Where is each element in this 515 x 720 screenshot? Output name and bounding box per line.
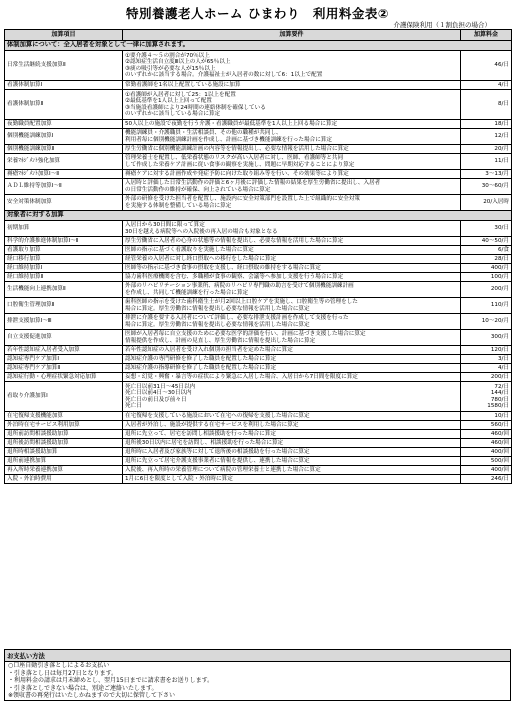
requirement-line: のいずれかに該当している場合に算定 (125, 110, 221, 117)
row-requirement (123, 170, 461, 179)
table-row (5, 330, 512, 346)
fee-line: 144/日 (490, 390, 509, 397)
row-item-name: 個別機能訓練加算Ⅱ (5, 145, 123, 154)
table-row (5, 154, 512, 170)
row-fee: 46/日 (461, 51, 512, 81)
row-item-name: 経口維持加算Ⅱ (5, 273, 123, 282)
payment-box (4, 649, 511, 701)
row-fee: 3/日 (461, 355, 512, 364)
table-row (5, 364, 512, 373)
row-fee: 400/回 (461, 448, 512, 457)
requirement-line: ①要介護４～５の割合が70％以上 (125, 53, 210, 60)
row-requirement (123, 246, 461, 255)
table-row (5, 457, 512, 466)
row-requirement (123, 382, 461, 412)
row-fee: 28/日 (461, 255, 512, 264)
header-fee: 加算料金 (461, 30, 512, 41)
row-fee: 400/月 (461, 264, 512, 273)
fee-line: 72/日 (494, 384, 509, 391)
requirement-line: 外部のリハビリテーション事業所、病院のリハビリ専門職の助言を受けて個別機能訓練計画 (125, 283, 354, 290)
requirement-line: して作成した栄養ケア計画に従い食事の観察を実施し、問題に早期対応することにより算定 (125, 161, 355, 168)
header-requirement: 加算要件 (123, 30, 461, 41)
row-item-name: 自立支援促進加算 (5, 330, 123, 346)
table-row (5, 237, 512, 246)
row-fee: 12/日 (461, 129, 512, 145)
row-item-name: 経口維持加算Ⅰ (5, 264, 123, 273)
row-fee: 460/回 (461, 430, 512, 439)
row-requirement (123, 466, 461, 475)
requirement-line: 厚生労働省に入居者の心身の状態等の情報を提出し、必要な情報を活用した場合に算定 (125, 237, 344, 244)
row-item-name: 科学的介護推進体制加算Ⅰ～Ⅱ (5, 237, 123, 246)
row-fee: 500/回 (461, 457, 512, 466)
row-fee: 100/月 (461, 273, 512, 282)
row-requirement (123, 264, 461, 273)
row-item-name: 夜勤職員配置加算 (5, 120, 123, 129)
table-row (5, 90, 512, 120)
payment-line: ・引き落とし日は毎月27日となります。 (8, 669, 118, 677)
requirement-line: ③当施設看護師により24時間の連絡体制を確保している (125, 104, 266, 111)
fee-table (4, 29, 512, 484)
row-requirement (123, 154, 461, 170)
row-requirement (123, 90, 461, 120)
row-fee: 10/日 (461, 412, 512, 421)
section-heading: 体制加算について：全入居者を対象として一律に加算されます。 (5, 41, 512, 51)
requirement-line: の日常生活動作の維持が確保、向上されている場合に算定 (125, 186, 271, 193)
row-fee: 400/回 (461, 466, 512, 475)
row-fee: 11/日 (461, 154, 512, 170)
row-fee: 4/日 (461, 81, 512, 90)
fee-table-body (5, 41, 512, 484)
section-heading-row (5, 211, 512, 221)
payment-heading: お支払い方法 (5, 650, 510, 662)
row-requirement (123, 314, 461, 330)
requirement-line: 退所に先立って、居宅を訪問し相談援助を行った場合に算定 (125, 430, 276, 437)
row-item-name: 栄養ﾏﾈｼﾞﾒﾝﾄ強化加算 (5, 154, 123, 170)
payment-line: ・引き落としできない場合は、別途ご連絡いたします。 (8, 684, 158, 692)
table-row (5, 195, 512, 211)
table-row (5, 298, 512, 314)
table-row (5, 475, 512, 484)
table-row (5, 314, 512, 330)
row-item-name: 生活機能向上連携加算Ⅱ (5, 282, 123, 298)
requirement-line: ①看護師が入居者に対して25：1以上を配置 (125, 92, 236, 99)
row-requirement (123, 421, 461, 430)
row-requirement (123, 221, 461, 237)
row-fee: 4/日 (461, 364, 512, 373)
row-item-name: 認知症専門ケア加算Ⅱ (5, 364, 123, 373)
row-item-name: 日常生活継続支援加算Ⅱ (5, 51, 123, 81)
table-row (5, 382, 512, 412)
requirement-line: 入院後、再入所時の栄養管理について病院の管理栄養士と連携した場合に算定 (125, 466, 321, 473)
payment-line: ・利用料金の請求は月末締めとし、翌月15日までに請求書をお送りします。 (8, 677, 214, 684)
row-item-name: 外泊時在宅サービス利用加算 (5, 421, 123, 430)
row-requirement (123, 298, 461, 314)
payment-line: ※領収書の再発行はいたしかねますので大切に保管して下さい (8, 692, 176, 699)
requirement-line: 入居時と評価した日常生活動作の評価と6ヶ月後に評価した情報の結果を厚生労働省に提出し、入居者 (125, 180, 381, 187)
requirement-line: 50人以上の施設で夜勤を行う介護・看護職員が最低基準を1人以上上回る場合に算定 (125, 120, 338, 127)
row-fee: 120/日 (461, 346, 512, 355)
row-requirement (123, 273, 461, 282)
fee-line: 246/日 (490, 475, 509, 482)
requirement-line: 情報提供を作成し、計画の見直し、厚生労働省に情報を提出した場合に算定 (125, 337, 316, 344)
requirement-line: 在宅復帰を支援している施設において在宅への復帰を支援した場合に算定 (125, 412, 310, 419)
row-requirement (123, 129, 461, 145)
table-row (5, 346, 512, 355)
row-fee: 20/入居時 (461, 195, 512, 211)
fee-line: 780/日 (490, 396, 509, 403)
table-row (5, 355, 512, 364)
requirement-line: 認知症介護の指導研修を修了した職員を配置した場合に算定 (125, 364, 277, 371)
row-requirement (123, 81, 461, 90)
requirement-line: 退所後30日以内に居宅を訪問し、相談援助を行った場合に算定 (125, 439, 284, 446)
requirement-line: 場合に算定。厚生労働省に情報を提出し必要な情報を活用した場合に算定 (125, 321, 310, 328)
requirement-line: 入居者が外泊し、施設が提供する在宅サービスを利用した場合に算定 (125, 421, 299, 428)
payment-lines (5, 662, 510, 700)
table-row (5, 466, 512, 475)
requirement-line: 排泄に介護を要する入居者について評価し、必要な排泄支援計画を作成して支援を行った (125, 315, 349, 322)
row-fee: 6/食 (461, 246, 512, 255)
table-row (5, 129, 512, 145)
requirement-line: 管理栄養士を配置し、低栄養状態のリスクが高い入居者に対し、医師、看護師等と共同 (125, 155, 344, 162)
requirement-line: を作成し、共同して機能訓練を行った場合に算定 (125, 289, 249, 296)
requirement-line: 妄想・幻覚・興奮・暴言等の症状により緊急に入居した場合、入居日から7日間を限度に算定 (125, 373, 358, 380)
row-item-name: 経口移行加算 (5, 255, 123, 264)
requirement-line: 1月に6日を限度として入院・外泊時に算定 (125, 475, 233, 482)
header-item: 加算項目 (5, 30, 123, 41)
requirement-line: 厚生労働省に個別機能訓練計画の内容等を情報提出し、必要な情報を活用した場合に算定 (125, 145, 349, 152)
row-item-name: 認知症行動・心理症状緊急対応加算 (5, 373, 123, 382)
requirement-line: 医師等の指示に基づき食事の摂取を支援し、経口摂取の維持をする場合に算定 (125, 264, 321, 271)
table-row (5, 120, 512, 129)
requirement-line: 医師の指示に基づく看護取りを実施した場合に算定 (125, 246, 254, 253)
table-row (5, 373, 512, 382)
row-requirement (123, 282, 461, 298)
row-requirement (123, 364, 461, 373)
row-item-name: 個別機能訓練加算Ⅰ (5, 129, 123, 145)
table-row (5, 421, 512, 430)
requirement-line: のいずれかに該当する場合。介護福祉士が入居者の数に対して6：1以上で配置 (125, 71, 323, 78)
row-fee: 10～20/月 (461, 314, 512, 330)
row-requirement (123, 373, 461, 382)
row-requirement (123, 475, 461, 484)
requirement-line: 場合に算定。厚生労働省に情報を提出し必要な情報を活用した場合に算定 (125, 305, 310, 312)
requirement-line: 退所に先立って居宅介護支援事業者に情報を提供し、連携した場合に算定 (125, 457, 310, 464)
requirement-line: 経管栄養の入居者に対し経口摂取への移行をした場合に算定 (125, 255, 277, 262)
requirement-line: 機能訓練員・介護職員・生活相談員、その他の職種が共同し、 (125, 130, 282, 137)
requirement-line: 歯科医師の指示を受けた歯科衛生士が月2回以上口腔ケアを実施し、口腔衛生等の管理をした (125, 299, 358, 306)
section-heading-row (5, 41, 512, 51)
row-item-name: 看護体制加算Ⅰ (5, 81, 123, 90)
table-row (5, 282, 512, 298)
row-requirement (123, 430, 461, 439)
requirement-line: 常勤看護師を1名以上配置している施設に加算 (125, 81, 241, 88)
row-fee: 110/月 (461, 298, 512, 314)
row-fee (461, 382, 512, 412)
table-row (5, 81, 512, 90)
row-requirement (123, 439, 461, 448)
row-item-name: 看護取り加算 (5, 246, 123, 255)
row-item-name: 退所時相談援助加算 (5, 448, 123, 457)
requirement-line: 死亡日の前日及び前々日 (125, 396, 187, 403)
row-fee: 460/回 (461, 439, 512, 448)
requirement-line: 若年性認知症の入居者を受け入れ個別の担当者を定めた場合に算定 (125, 346, 293, 353)
row-requirement (123, 346, 461, 355)
table-row (5, 179, 512, 195)
requirement-line: 外部の研修を受けた担当者を配置し、施設内に安全対策部門を設置した上で組織的に安全対策 (125, 196, 360, 203)
page-subtitle: 介護保険利用（１割負担の場合） (393, 21, 491, 29)
row-requirement (123, 145, 461, 154)
requirement-line: 認知症介護の専門研修を修了した職員を配置した場合に算定 (125, 355, 277, 362)
requirement-line: ②最低基準を1人以上上回って配置 (125, 98, 212, 105)
row-requirement (123, 448, 461, 457)
row-fee: 40～50/月 (461, 237, 512, 246)
requirement-line: 退所時に入居者及び家族等に対して退所後の相談援助を行った場合に算定 (125, 448, 310, 455)
row-requirement (123, 355, 461, 364)
row-fee: 8/日 (461, 90, 512, 120)
row-item-name: 退所後訪問相談援助加算 (5, 439, 123, 448)
requirement-line: 30日を越える病院等への入院後の再入居の場合も対象となる (125, 228, 278, 235)
row-requirement (123, 179, 461, 195)
table-row (5, 264, 512, 273)
table-row (5, 170, 512, 179)
requirement-line: 入居日から30日間に限って算定 (125, 222, 205, 229)
row-requirement (123, 330, 461, 346)
row-item-name: 口腔衛生管理加算Ⅱ (5, 298, 123, 314)
table-row (5, 51, 512, 81)
row-fee: 30～60/月 (461, 179, 512, 195)
row-fee: 20/月 (461, 145, 512, 154)
row-fee: 300/月 (461, 330, 512, 346)
page-title: 特別養護老人ホーム ひまわり 利用料金表② (126, 6, 389, 21)
requirement-line: ③痰の吸引等が必要な人が15％以上 (125, 65, 216, 72)
row-requirement (123, 457, 461, 466)
requirement-line: 医師が入居者毎に自立支援のために必要な医学的評価を行い、計画に基づき支援した場合に算定 (125, 331, 366, 338)
row-requirement (123, 195, 461, 211)
table-row (5, 273, 512, 282)
row-item-name: 退所前連携加算 (5, 457, 123, 466)
table-row (5, 246, 512, 255)
requirement-line: 利用者毎に個別機能訓練計画を作成し、計画に基づき機能訓練を行った場合に算定 (125, 136, 332, 143)
requirement-line: 死亡日以前4日～30日以内 (125, 390, 192, 397)
requirement-line: ②認知症生活自立度Ⅲ以上の人が65％以上 (125, 59, 231, 66)
requirement-line: 死亡日 (125, 402, 142, 409)
row-item-name: 再入所時栄養連携加算 (5, 466, 123, 475)
row-item-name: 看取り介護加算Ⅰ (5, 382, 123, 412)
row-item-name: 入院・外泊時費用 (5, 475, 123, 484)
row-item-name: 退所前訪問相談援助加算 (5, 430, 123, 439)
row-fee: 200/日 (461, 373, 512, 382)
row-requirement (123, 412, 461, 421)
table-row (5, 221, 512, 237)
row-fee: 200/月 (461, 282, 512, 298)
row-item-name: 初期加算 (5, 221, 123, 237)
table-row (5, 448, 512, 457)
row-requirement (123, 51, 461, 81)
row-fee: 560/日 (461, 421, 512, 430)
payment-line: ○口座自動引き落としによるお支払い (8, 662, 110, 669)
row-fee (461, 475, 512, 484)
requirement-line: 協力歯科医療機関を含む、多職種が食事の観察、会議等へ参加し支援を行う場合に算定 (125, 273, 344, 280)
requirement-line: 死亡日以前31日～45日以内 (125, 384, 196, 391)
requirement-line: 褥瘡ケアに対する計画作成や発症予防に向けた取り組み等を行い、その効果等により算定 (125, 170, 349, 177)
row-item-name: 認知症専門ケア加算Ⅰ (5, 355, 123, 364)
row-fee: 30/日 (461, 221, 512, 237)
row-item-name: 排泄支援加算Ⅰ～Ⅲ (5, 314, 123, 330)
row-item-name: 安全対策体制加算 (5, 195, 123, 211)
table-row (5, 412, 512, 421)
row-requirement (123, 255, 461, 264)
table-row (5, 145, 512, 154)
row-item-name: 褥瘡ﾏﾈｼﾞﾒﾝﾄ加算Ⅰ～Ⅱ (5, 170, 123, 179)
row-requirement (123, 120, 461, 129)
row-requirement (123, 237, 461, 246)
table-row (5, 255, 512, 264)
row-item-name: 看護体制加算Ⅱ (5, 90, 123, 120)
row-item-name: 若年性認知症入居者受入加算 (5, 346, 123, 355)
table-row (5, 430, 512, 439)
fee-line: 1580/日 (487, 402, 509, 409)
row-item-name: ＡＤＬ維持等加算Ⅰ～Ⅱ (5, 179, 123, 195)
requirement-line: を実施する体制を整備している場合に算定 (125, 202, 232, 209)
row-fee: 3～13/月 (461, 170, 512, 179)
row-fee: 18/日 (461, 120, 512, 129)
table-row (5, 439, 512, 448)
section-heading: 対象者に対する加算 (5, 211, 512, 221)
row-item-name: 在宅復帰支援機能加算 (5, 412, 123, 421)
